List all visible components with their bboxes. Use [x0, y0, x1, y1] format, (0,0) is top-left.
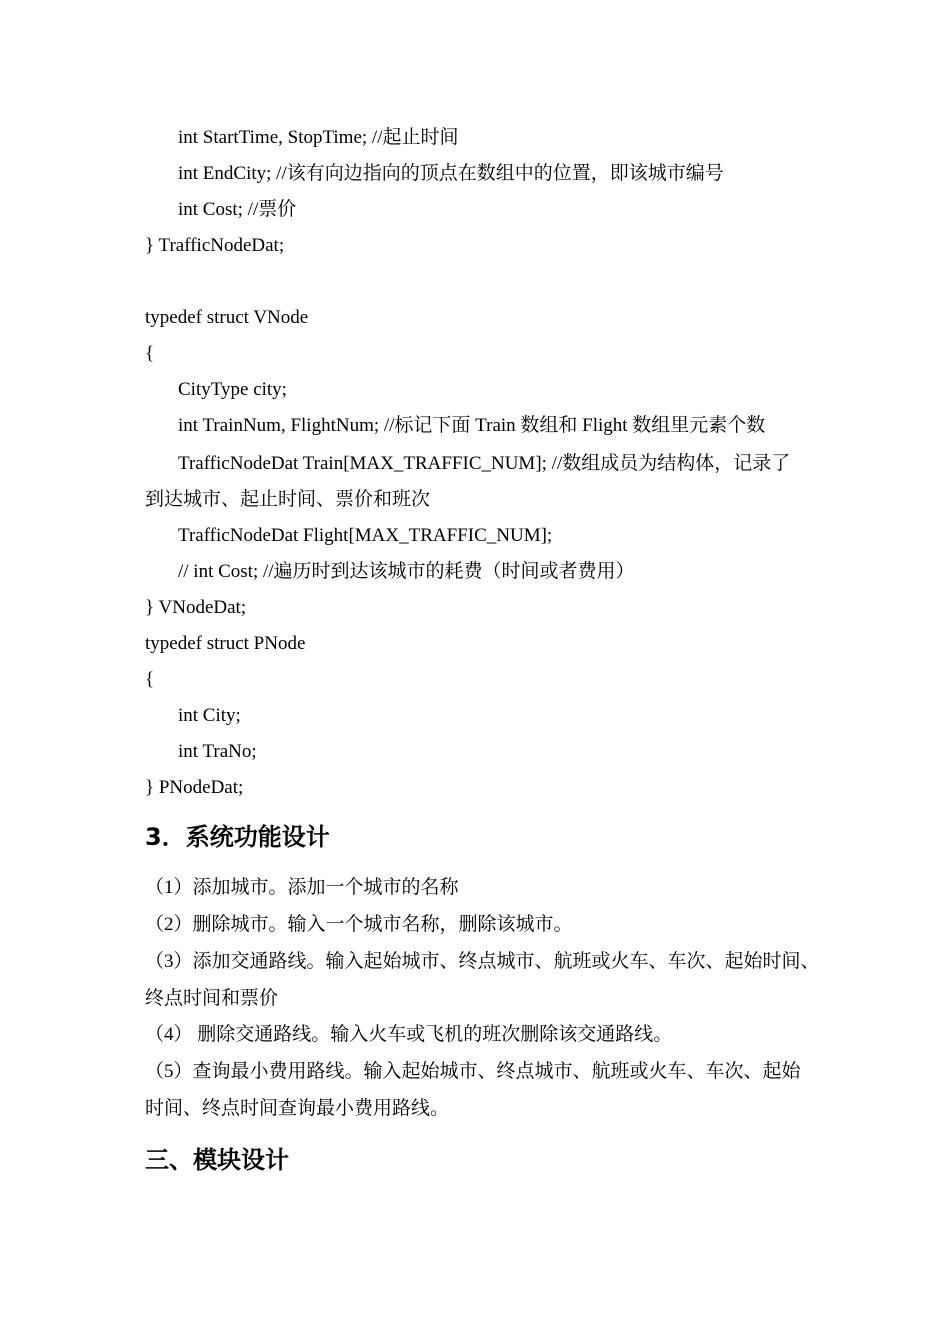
- code-line-trainnum: int TrainNum, FlightNum; //标记下面 Train 数组和 Flight 数组里元素个数: [178, 415, 766, 436]
- section-heading-function-design: 3．系统功能设计: [145, 823, 330, 851]
- code-line-typedef-pnode: typedef struct PNode: [145, 633, 306, 654]
- code-line-starttime: int StartTime, StopTime; //起止时间: [178, 127, 459, 148]
- code-line-cost-comment: // int Cost; //遍历时到达该城市的耗费（时间或者费用）: [178, 561, 635, 582]
- code-line-int-city: int City;: [178, 705, 241, 726]
- list-item: （4） 删除交通路线。输入火车或飞机的班次删除该交通路线。: [145, 1024, 673, 1045]
- code-line-int-trano: int TraNo;: [178, 741, 257, 762]
- chapter-heading-module-design: 三、模块设计: [145, 1146, 289, 1174]
- code-line-struct-end: } TrafficNodeDat;: [145, 235, 285, 256]
- code-line-typedef-vnode: typedef struct VNode: [145, 307, 309, 328]
- code-line-vnode-end: } VNodeDat;: [145, 597, 247, 618]
- code-line-train-array: TrafficNodeDat Train[MAX_TRAFFIC_NUM]; //数组成员为结构体，记录了: [178, 453, 791, 474]
- list-item: （3）添加交通路线。输入起始城市、终点城市、航班或火车、车次、起始时间、: [145, 951, 820, 972]
- code-line-pnode-end: } PNodeDat;: [145, 777, 244, 798]
- code-line-brace-open: {: [145, 343, 155, 364]
- list-item: （5）查询最小费用路线。输入起始城市、终点城市、航班或火车、车次、起始: [145, 1061, 801, 1082]
- code-line-cost: int Cost; //票价: [178, 199, 297, 220]
- code-line-train-array-cont: 到达城市、起止时间、票价和班次: [145, 489, 431, 510]
- code-line-flight-array: TrafficNodeDat Flight[MAX_TRAFFIC_NUM];: [178, 525, 553, 546]
- code-line-brace-open-2: {: [145, 669, 155, 690]
- list-item-continuation: 时间、终点时间查询最小费用路线。: [145, 1098, 450, 1119]
- code-line-endcity: int EndCity; //该有向边指向的顶点在数组中的位置，即该城市编号: [178, 163, 724, 184]
- list-item: （1）添加城市。添加一个城市的名称: [145, 877, 459, 898]
- code-line-city: CityType city;: [178, 379, 287, 400]
- list-item-continuation: 终点时间和票价: [145, 988, 279, 1009]
- list-item: （2）删除城市。输入一个城市名称，删除该城市。: [145, 914, 573, 935]
